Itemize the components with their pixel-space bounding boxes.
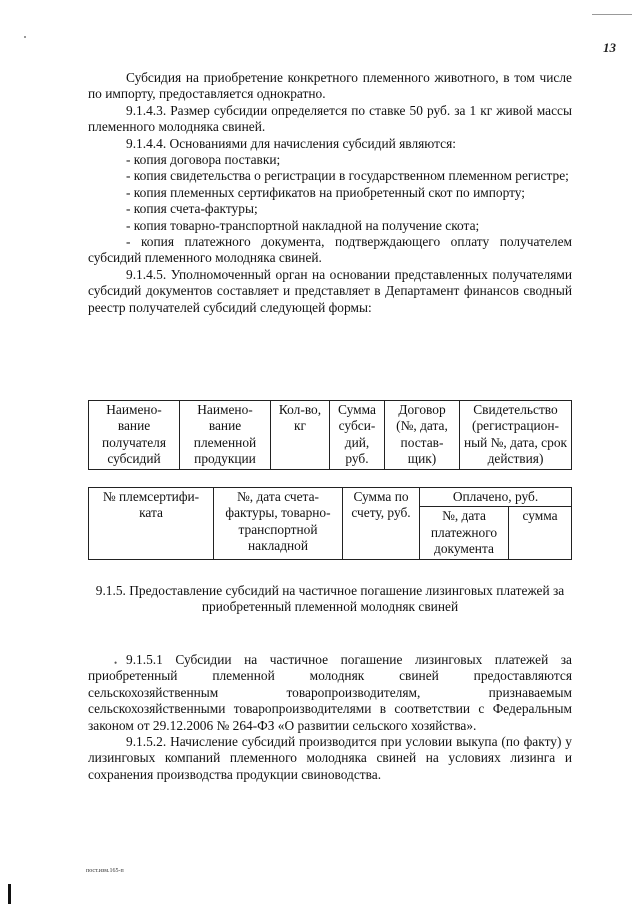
list-item-breeding-certificates: - копия племенных сертификатов на приобретенный скот по импорту; [126, 184, 526, 200]
table-header-cell: № племсертифи-ката [89, 488, 214, 560]
table-header-cell: Наимено-вание получателя субсидий [89, 401, 180, 470]
section-heading-9-1-5: 9.1.5. Предоставление субсидий на частичное погашение лизинговых платежей за приобретенный племенной молодняк свиней [95, 583, 565, 615]
list-item-invoice: - копия счета-фактуры; [126, 201, 258, 217]
table-header-cell: сумма [509, 507, 572, 559]
scan-tick-mark: • [114, 658, 118, 668]
paragraph-9-1-5-2: 9.1.5.2. Начисление субсидий производится при условии выкупа (по факту) у лизинговых компаний племенного молодняка свиней на условиях лизинга и сохранения производства продукции свиноводства. [88, 734, 572, 782]
list-item-waybill: - копия товарно-транспортной накладной на получение скота; [126, 217, 480, 233]
lower-text-block [88, 652, 572, 783]
table-header-cell: Свидетельство (регистрацион-ный №, дата, срок действия) [460, 401, 572, 470]
table-header-cell: Кол-во, кг [271, 401, 330, 470]
table-header-row [89, 488, 572, 507]
table-header-row [89, 401, 572, 470]
paragraph-9-1-4-3: 9.1.4.3. Размер субсидии определяется по ставке 50 руб. за 1 кг живой массы племенного молодняка свиней. [88, 102, 572, 135]
recipients-register-table [88, 400, 572, 470]
table-header-cell: Договор (№, дата, постав-щик) [385, 401, 460, 470]
scan-edge-line [592, 14, 632, 15]
table-header-cell: №, дата счета-фактуры, товарно-транспортной накладной [214, 488, 343, 560]
table-header-cell: Оплачено, руб. [420, 488, 572, 507]
breeding-certificates-table [88, 487, 572, 560]
list-item-payment-document: - копия платежного документа, подтверждающего оплату получателем субсидий племенного молодняка свиней. [88, 234, 572, 266]
paragraph-9-1-4-4: 9.1.4.4. Основаниями для начисления субсидий являются: [126, 135, 456, 151]
upper-text-block [88, 70, 572, 316]
margin-mark [8, 884, 11, 904]
paragraph-subsidy-once: Субсидия на приобретение конкретного племенного животного, в том числе по импорту, предоставляется однократно. [88, 70, 572, 102]
paragraph-9-1-4-5: 9.1.4.5. Уполномоченный орган на основании представленных получателями субсидий документов составляет и представляет в Департамент финансов сводный реестр получателей субсидий следующей формы: [88, 266, 572, 315]
list-item-registration-certificate: - копия свидетельства о регистрации в государственном племенном регистре; [126, 168, 569, 184]
paragraph-9-1-5-1: 9.1.5.1 Субсидии на частичное погашение лизинговых платежей за приобретенный племенной молодняк свиней предоставляются сельскохозяйственным товаропроизводителям, признаваемым сельскохозяйственными товаропроизводителями в соответствии с Федеральным законом от 29.12.2006 № 264-ФЗ «О развитии сельского хозяйства». [88, 652, 572, 733]
table-header-cell: Сумма субси-дий, руб. [330, 401, 385, 470]
page-number: 13 [603, 40, 616, 55]
table-header-cell: Наимено-вание племенной продукции [180, 401, 271, 470]
scan-speck [24, 36, 26, 38]
table-header-cell: №, дата платежного документа [420, 507, 509, 559]
footer-reference: пост.изм.165-п [86, 868, 124, 874]
list-item-supply-contract: - копия договора поставки; [126, 152, 281, 168]
table-header-cell: Сумма по счету, руб. [343, 488, 420, 560]
